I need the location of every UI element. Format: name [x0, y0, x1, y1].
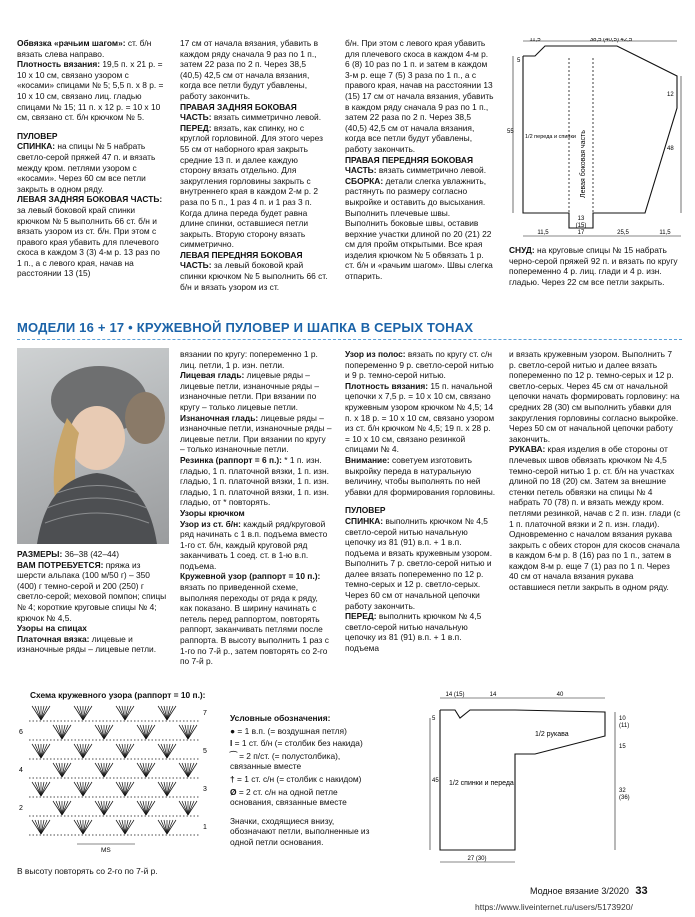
lace-stitch-mark	[188, 801, 194, 815]
lace-stitch-mark	[104, 763, 110, 777]
text-paragraph	[180, 123, 330, 250]
lace-row-number: 7	[203, 710, 207, 717]
lace-stitch-mark	[77, 820, 83, 834]
lace-row-number: 2	[19, 805, 23, 812]
lace-stitch-mark	[35, 782, 41, 796]
models-banner	[17, 319, 682, 340]
legend	[230, 713, 370, 848]
paragraph-text: советуем изготовить выкройку переда в натуральную величину, чтобы выполнять по ней убавки для формирования горловины.	[345, 454, 496, 497]
schema2-right-c: 15	[619, 744, 626, 750]
lace-stitch-mark	[41, 744, 47, 758]
mid-column-2	[180, 349, 332, 667]
paragraph-heading: Резинка (раппорт = 6 п.):	[180, 454, 282, 465]
paragraph-text: б/н. При этом с левого края убавить для плечевого скоса в каждом 4-м р. 6 (8) 10 раз по 1 п. и затем в каждом 3-м р. еще 7 (5) 3 раза по 1 п., а с правого края, начав на расстоянии 13 (15) 17 см от начала вязания, убавить в каждом ряду сначала 9 раз по 1 п., затем 22 раза по 2 п. Через 38,5 (40,5) 42,5 см от начала вязания, когда все петли будут убавлены, работу закончить.	[345, 38, 494, 154]
lace-stitch-mark	[35, 706, 41, 720]
banner-title: МОДЕЛИ 16 + 17 • КРУЖЕВНОЙ ПУЛОВЕР И ШАПКА В СЕРЫХ ТОНАХ	[17, 320, 474, 335]
lace-stitch-mark	[119, 820, 125, 834]
lace-stitch-mark	[146, 801, 152, 815]
lace-stitch-mark	[98, 725, 104, 739]
schema2-sleeve-label: 1/2 рукава	[535, 731, 569, 738]
paragraph-text: каждый ряд/круговой ряд начинать с 1 в.п. подъема вместо 1-го ст. б/н, каждый круговой ряд заканчивать 1 соед. ст. в 1-ю в.п. подъема.	[180, 518, 328, 571]
legend-item	[230, 751, 370, 772]
lace-ms-label: MS	[101, 847, 111, 852]
paragraph-heading: ЛЕВАЯ ПЕРЕДНЯЯ БОКОВАЯ ЧАСТЬ:	[180, 249, 303, 271]
schema-top-pattern	[505, 38, 685, 243]
schema1-top-left-dim: 11,5	[529, 38, 541, 43]
lace-stitch-mark	[35, 744, 41, 758]
text-paragraph	[345, 155, 495, 176]
footer-magazine	[530, 885, 648, 897]
lace-stitch-mark	[167, 744, 173, 758]
paragraph-text: 15 п. начальной цепочки х 7,5 р. = 10 х 10 см, связано кружевным узором крючком № 4,5; 14 п. х 18 р. = 10 х 10 см, связано узором из ст. б/н крючком № 4,5; 19 п. х 28 р. = 10 х 10 см, связано резинкой спицами № 4.	[345, 380, 495, 455]
lace-row-number: 4	[19, 767, 23, 774]
text-paragraph	[180, 102, 330, 123]
lace-stitch-mark	[41, 706, 47, 720]
schema1-center-label: 1/2 переда и спинки	[525, 134, 576, 140]
text-paragraph	[17, 38, 164, 59]
text-paragraph	[17, 141, 164, 194]
text-paragraph: ПУЛОВЕР	[345, 505, 386, 516]
schema2-right-b: (11)	[619, 723, 630, 729]
paragraph-text: ст. б/н вязать слева направо.	[17, 38, 152, 59]
lace-stitch-mark	[56, 763, 62, 777]
schema1-bottom-e-dim: 25,5	[617, 230, 629, 236]
paragraph-text: вязании по кругу: попеременно 1 р. лиц. петли, 1 р. изн. петли.	[180, 349, 318, 370]
lace-stitch-mark	[188, 763, 194, 777]
schema-bottom-pattern	[425, 690, 685, 870]
legend-text: = 1 ст. с/н (= столбик с накидом)	[237, 773, 362, 784]
lace-caption: В высоту повторять со 2-го по 7-й р.	[17, 866, 158, 876]
legend-symbol-icon: ●	[230, 725, 238, 736]
paragraph-heading: Лицевая гладь:	[180, 370, 245, 381]
lace-stitch-mark	[161, 820, 167, 834]
lace-stitch-mark	[98, 801, 104, 815]
mid-column-4	[509, 349, 681, 593]
lace-row-number: 3	[203, 786, 207, 793]
paragraph-text: вязать по приведенной схеме, выполняя переходы от ряда к ряду, как показано. В ширину начинать с петель перед раппортом, повторять раппорт, заканчивать петлями после раппорта. В высоту выполнить 1 раз с 1-го по 7-й р., затем повторять со 2-го по 7-й р.	[180, 582, 329, 667]
lace-stitch-mark	[62, 801, 68, 815]
lace-stitch-mark	[146, 725, 152, 739]
legend-item	[230, 787, 370, 808]
lace-stitch-mark	[125, 782, 131, 796]
schema2-right-e: (36)	[619, 795, 630, 801]
schema1-bottom-c-dim: (15)	[575, 223, 587, 229]
lace-stitch-mark	[56, 801, 62, 815]
paragraph-text: лицевые ряды – изнаночные петли, изнаночные ряды – лицевые петли. При вязании по кругу – только изнаночные петли.	[180, 412, 332, 455]
text-paragraph	[345, 455, 497, 497]
lace-stitch-mark	[182, 763, 188, 777]
lace-stitch-mark	[119, 706, 125, 720]
text-paragraph	[180, 349, 332, 370]
paragraph-heading: Платочная вязка:	[17, 633, 90, 644]
paragraph-heading: ПЕРЕД:	[180, 122, 212, 133]
lace-row-number: 1	[203, 824, 207, 831]
lace-stitch-mark	[104, 801, 110, 815]
text-paragraph	[345, 38, 495, 155]
text-paragraph	[17, 59, 164, 123]
footer-url[interactable]: https://www.liveinternet.ru/users/5173920/	[475, 902, 633, 912]
paragraph-heading: Обвязка «рачьим шагом»:	[17, 38, 126, 48]
legend-text: = 1 в.п. (= воздушная петля)	[237, 725, 347, 736]
paragraph-text: на круговые спицы № 15 набрать черно-серой пряжей 92 п. и вязать по кругу попеременно 4 р. лиц. глади и 4 р. изн. гладью. Через 22 см все петли закрыть.	[509, 245, 678, 287]
paragraph-heading: ПРАВАЯ ЗАДНЯЯ БОКОВАЯ ЧАСТЬ:	[180, 101, 297, 123]
legend-item	[230, 774, 370, 785]
legend-title: Условные обозначения:	[230, 713, 331, 723]
legend-symbol-icon: Ø	[230, 786, 239, 797]
paragraph-text: вязать по кругу ст. с/н попеременно 9 р. светло-серой нитью и 9 р. темно-серой нитью.	[345, 349, 494, 381]
lace-stitch-mark	[182, 801, 188, 815]
paragraph-text: 19,5 п. х 21 р. = 10 х 10 см, связано узором с «косами» спицами № 5; 5,5 п. х 8 р. = 10 х 10 см, связано лиц. гладью спицами № 15; 11 п. х 12 р. = 10 х 10 см, связано ст. б/н крючком № 5.	[17, 59, 164, 123]
text-paragraph	[180, 413, 332, 455]
lace-stitch-mark	[62, 725, 68, 739]
paragraph-text: вязать, как спинку, но с круглой горловиной. Для этого через 55 см от наборного края закрыть средние 13 п. и далее каждую сторону вязать отдельно. Для закругления горловины закрыть с внутреннего края в каждом 2-м р. 2 раза по 5 п., 1 раз 4 п. и 1 раз 3 п. Когда длина переда будет равна длине спинки, оставшиеся петли закрыть. Вторую сторону вязать симметрично.	[180, 122, 323, 250]
paragraph-text: * 1 п. изн. гладью, 1 п. платочной вязки, 1 п. изн. гладью, 1 п. платочной вязки, 1 п. изн. гладью, 1 п. платочной вязки, 1 п. изн. гладью, от * повторять.	[180, 454, 329, 508]
left-block	[17, 549, 169, 655]
schema2-left-45: 45	[432, 778, 439, 784]
lace-stitch-mark	[161, 782, 167, 796]
schema2-bottom: 27 (30)	[467, 856, 487, 862]
schema1-left-small-dim: 5	[517, 58, 521, 64]
lace-stitch-mark	[98, 763, 104, 777]
schema1-bottom-d-dim: 17	[577, 230, 585, 236]
schema2-top-c: 40	[556, 692, 564, 698]
lace-stitch-mark	[167, 782, 173, 796]
top-column-1	[17, 38, 164, 279]
lace-row-number: 6	[19, 729, 23, 736]
lace-row-number: 5	[203, 748, 207, 755]
legend-symbol-icon: †	[230, 773, 237, 784]
lace-stitch-mark	[140, 763, 146, 777]
schema1-bottom-a-dim: 11,5	[537, 230, 549, 236]
lace-stitch-mark	[77, 782, 83, 796]
schema2-body-label: 1/2 спинки и переда	[449, 780, 514, 787]
paragraph-text: 17 см от начала вязания, убавить в каждом ряду сначала 9 раз по 1 п., затем 22 раза по 2 п. Через 38,5 (40,5) 42,5 см от начала вязания, когда все петли будут убавлены, работу закончить.	[180, 38, 319, 101]
top-column-2	[180, 38, 330, 292]
top-column-3	[345, 38, 495, 282]
lace-stitch-mark	[104, 725, 110, 739]
paragraph-text: выполнить крючком № 4,5 светло-серой нитью начальную цепочку из 81 (91) в.п. + 1 в.п. подъема	[345, 611, 482, 654]
lace-stitch-mark	[83, 820, 89, 834]
lace-stitch-mark	[83, 744, 89, 758]
paragraph-heading: Кружевной узор (раппорт = 10 п.):	[180, 571, 321, 582]
lace-stitch-mark	[62, 763, 68, 777]
paragraph-text: на спицы № 5 набрать светло-серой пряжей 47 п. и вязать между кром. петлями узором с «косами». Через 60 см все петли закрыть в одном ряду.	[17, 141, 156, 194]
text-paragraph: ПУЛОВЕР	[17, 130, 58, 141]
schema1-bottom-b-dim: 13	[577, 216, 585, 222]
paragraph-heading: Узор из полос:	[345, 349, 406, 359]
legend-text: = 1 ст. б/н (= столбик без накида)	[234, 738, 363, 749]
paragraph-text: лицевые ряды – лицевые петли, изнаночные ряды – изнаночные петли. При вязании по кругу – только лицевые петли.	[180, 370, 320, 412]
schema1-side-label: Левая боковая часть	[580, 130, 587, 198]
paragraph-text: за левый боковой край спинки крючком № 5 выполнить 66 ст. б/н и вязать узором из ст.	[180, 260, 328, 292]
lace-stitch-mark	[125, 706, 131, 720]
paragraph-text: лицевые и изнаночные ряды – лицевые петли.	[17, 633, 157, 655]
paragraph-text: за левый боковой край спинки крючком № 5 выполнить 66 ст. б/н и вязать узором из ст. б/н. При этом с правого края убавить для плечевого скоса в каждом 3 (3) 4-м р. 13 раз по 1 п., а с левого края, начав на расстоянии 13 (15)	[17, 204, 160, 279]
lace-stitch-mark	[146, 763, 152, 777]
text-paragraph	[17, 194, 164, 279]
text-paragraph	[180, 38, 330, 102]
text-paragraph	[180, 455, 332, 508]
lace-stitch-mark	[125, 744, 131, 758]
paragraph-text: детали слегка увлажнить, растянуть по размеру согласно выкройке и оставить до высыхания. Выполнить плечевые швы. Выполнить боковые швы, оставив верхние участки длиной по 20 (21) 22 см для пройм открытыми. Все края изделия крючком № 5 обвязать 1 р. ст. б/н и «рачьим шагом». Швы слегка отпарить.	[345, 175, 493, 282]
lace-stitch-mark	[41, 782, 47, 796]
paragraph-heading: СПИНКА:	[345, 515, 384, 526]
legend-text: = 2 п/ст. (= полустолбика), связанные вместе	[230, 750, 341, 772]
text-paragraph: Узоры на спицах	[17, 623, 87, 634]
lace-stitch-mark	[41, 820, 47, 834]
lace-stitch-mark	[119, 744, 125, 758]
text-paragraph	[509, 349, 681, 444]
paragraph-heading: Плотность вязания:	[345, 380, 429, 391]
paragraph-heading: СПИНКА:	[17, 141, 56, 152]
lace-stitch-mark	[167, 706, 173, 720]
lace-stitch-mark	[56, 725, 62, 739]
top-column-4	[509, 245, 681, 287]
paragraph-text: 36–38 (42–44)	[62, 549, 120, 559]
schema1-top-right-dim: 38,5 (40,5) 42,5	[589, 38, 633, 43]
text-paragraph: Узоры крючком	[180, 507, 245, 518]
schema2-right-a: 10	[619, 716, 626, 722]
paragraph-heading: ЛЕВАЯ ЗАДНЯЯ БОКОВАЯ ЧАСТЬ:	[17, 194, 163, 205]
text-paragraph	[180, 519, 332, 572]
text-paragraph	[180, 250, 330, 292]
paragraph-heading: РАЗМЕРЫ:	[17, 549, 63, 559]
model-photo	[17, 348, 169, 544]
lace-stitch-mark	[35, 820, 41, 834]
paragraph-heading: СНУД:	[509, 245, 535, 255]
legend-symbol-icon: I	[230, 738, 235, 749]
paragraph-heading: Изнаночная гладь:	[180, 412, 259, 423]
paragraph-text: пряжа из шерсти альпака (100 м/50 г) – 350 (400) г темно-серой и 200 (250) г светло-серой; меховой помпон; спицы № 4; короткие круговые спицы № 4; крючок № 4,5.	[17, 559, 167, 623]
schema1-left-55-dim: 55	[507, 129, 514, 135]
text-paragraph	[509, 245, 681, 287]
legend-item	[230, 726, 370, 737]
legend-text: = 2 ст. с/н на одной петле основания, связанные вместе	[230, 786, 347, 808]
paragraph-heading: СБОРКА:	[345, 175, 384, 186]
legend-symbol-icon: ⁀	[230, 750, 240, 761]
paragraph-heading: Плотность вязания:	[17, 59, 101, 70]
paragraph-text: вязать симметрично левой.	[376, 165, 487, 176]
lace-stitch-mark	[77, 744, 83, 758]
paragraph-text: и вязать кружевным узором. Выполнить 7 р. светло-серой нитью и далее вязать попеременно по 12 р. темно-серых и 12 р. светло-серых. Через 45 см от начальной цепочки начать формировать горловину: на средних 28 (30) см выполнить убавки для закругления горловины согласно выкройке. Через 50 см от начальной цепочки работу закончить.	[509, 349, 680, 444]
mid-column-3	[345, 349, 497, 654]
lace-stitch-mark	[188, 725, 194, 739]
text-paragraph	[180, 571, 332, 666]
paragraph-text: вязать симметрично левой.	[211, 112, 322, 123]
paragraph-heading: РУКАВА:	[509, 444, 546, 455]
paragraph-heading: Внимание:	[345, 454, 390, 465]
paragraph-heading: ВАМ ПОТРЕБУЕТСЯ:	[17, 559, 104, 570]
schema2-top-b: 14	[489, 692, 497, 698]
text-paragraph	[509, 444, 681, 592]
text-paragraph	[180, 370, 332, 412]
lace-stitch-mark	[167, 820, 173, 834]
text-paragraph	[17, 560, 169, 624]
text-paragraph	[17, 549, 169, 560]
schema2-left-5: 5	[432, 716, 436, 722]
lace-stitch-mark	[77, 706, 83, 720]
legend-note: Значки, сходящиеся внизу, обозначают петли, выполненные из одной петли основания.	[230, 815, 370, 847]
lace-stitch-mark	[161, 706, 167, 720]
paragraph-text: выполнить крючком № 4,5 светло-серой нитью начальную цепочку из 81 (91) в.п. + 1 в.п. подъема и вязать кружевным узором. Выполнить 7 р. светло-серой нитью и далее вязать попеременно по 12 р. темно-серых и 12 р. светло-серых. Через 60 см от начальной цепочки работу закончить.	[345, 515, 493, 611]
lace-stitch-mark	[182, 725, 188, 739]
schema1-right-48-dim: 48	[667, 146, 674, 152]
paragraph-text: края изделия в обе стороны от плечевых швов обвязать крючком № 4,5 темно-серой нитью 1 р. ст. б/н на участках длиной по 18 (20) см. Затем за внешние стенки петель обвязки на спицы № 4 набрать 70 (78) п. и вязать между кром. петлями резинкой, начав с 2 п. изн. глади (с 1 п. платочной вязки и 2 п. изн. глади). Одновременно с началом вязания рукава закрыть с обеих сторон для скосов сначала в каждом 6-м р. 8 (16) раз по 1 п., затем в каждом 8-м р. еще 7 (1) раз по 1 п. Через 40 см от начала вязания рукава оставшиеся петли закрыть в одном ряду.	[509, 444, 681, 593]
paragraph-heading: ПРАВАЯ ПЕРЕДНЯЯ БОКОВАЯ ЧАСТЬ:	[345, 154, 473, 176]
lace-stitch-mark	[140, 725, 146, 739]
lace-stitch-mark	[140, 801, 146, 815]
schema1-right-12-dim: 12	[667, 92, 674, 98]
lace-stitch-mark	[119, 782, 125, 796]
lace-stitch-mark	[83, 782, 89, 796]
page-number: 33	[635, 885, 648, 897]
legend-item	[230, 738, 370, 749]
text-paragraph	[17, 634, 169, 655]
magazine-name: Модное вязание 3/2020	[530, 886, 629, 896]
paragraph-heading: ПЕРЕД:	[345, 611, 377, 622]
text-paragraph	[345, 349, 497, 381]
lace-stitch-mark	[83, 706, 89, 720]
schema2-top-a: 14 (15)	[445, 692, 465, 698]
lace-chart-title: Схема кружевного узора (раппорт = 10 п.):	[30, 690, 206, 700]
lace-stitch-mark	[161, 744, 167, 758]
schema1-bottom-f-dim: 11,5	[659, 230, 671, 236]
paragraph-heading: Узор из ст. б/н:	[180, 518, 241, 529]
text-paragraph	[345, 611, 497, 653]
text-paragraph	[345, 381, 497, 455]
lace-stitch-mark	[125, 820, 131, 834]
text-paragraph	[345, 176, 495, 282]
text-paragraph	[345, 516, 497, 611]
lace-chart	[17, 702, 217, 852]
schema2-right-d: 32	[619, 788, 626, 794]
